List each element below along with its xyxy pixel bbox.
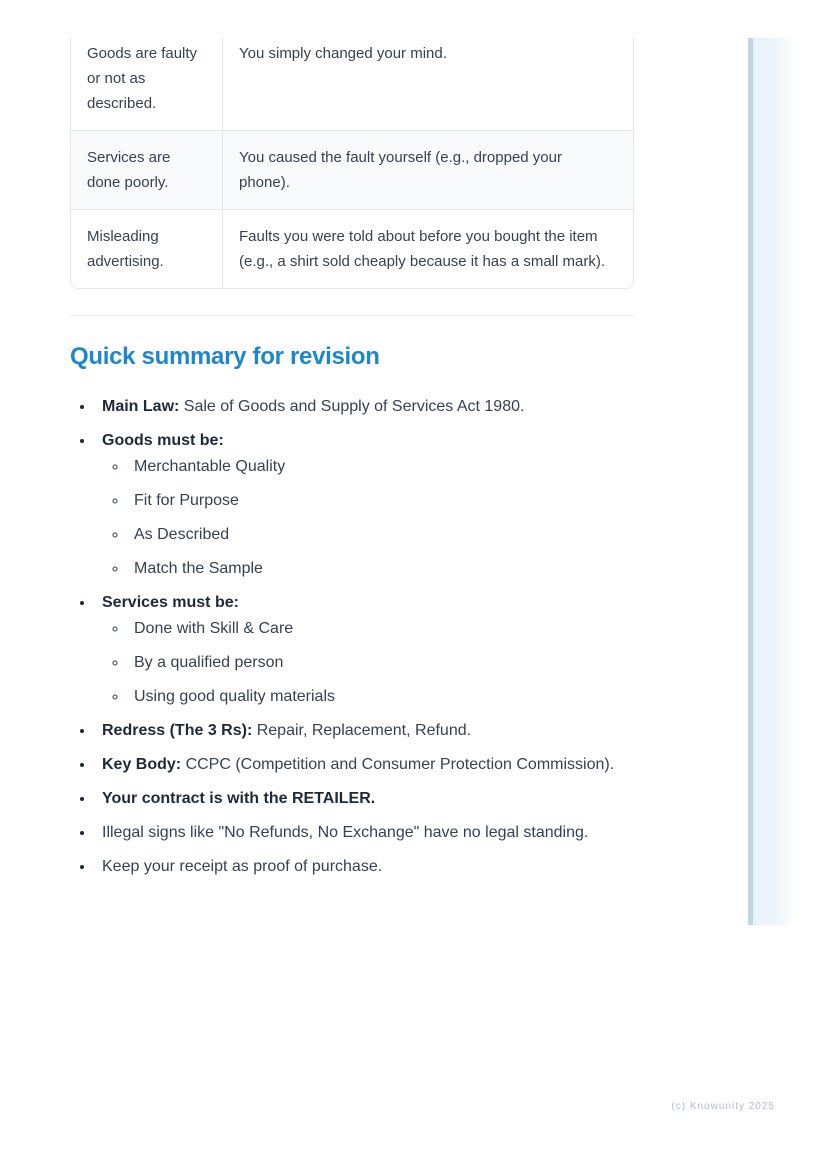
table-cell-situation: Services are done poorly. (71, 130, 222, 209)
document-content (70, 38, 634, 888)
sub-list-item: ◦ Match the Sample (128, 556, 634, 581)
list-item (95, 590, 634, 709)
sub-list-item: ◦ Fit for Purpose (128, 488, 634, 513)
copyright-notice: (c) Knowunity 2025 (671, 1101, 775, 1112)
sub-list-item: ◦ As Described (128, 522, 634, 547)
list-item-label: Goods must be: (102, 432, 224, 449)
list-item-label: Main Law: (102, 398, 180, 415)
table-body (71, 38, 633, 288)
section-divider (70, 315, 634, 316)
sub-list-item: ◦ By a qualified person (128, 650, 634, 675)
list-item-label: Services must be: (102, 594, 239, 611)
sub-list-item: ◦ Using good quality materials (128, 684, 634, 709)
list-item-label: Key Body: (102, 756, 182, 773)
summary-list (70, 394, 634, 879)
list-item: • Key Body: CCPC (Competition and Consumer Protection Commission). (95, 752, 634, 777)
list-item: • Main Law: Sale of Goods and Supply of Services Act 1980. (95, 394, 634, 419)
table-row (71, 209, 633, 288)
list-item: • Redress (The 3 Rs): Repair, Replacement, Refund. (95, 718, 634, 743)
list-item (95, 786, 634, 811)
sub-list-item: ◦ Done with Skill & Care (128, 616, 634, 641)
table-cell-situation: Goods are faulty or not as described. (87, 45, 198, 112)
list-item: • Illegal signs like "No Refunds, No Exchange" have no legal standing. (95, 820, 634, 845)
list-item (95, 428, 634, 581)
sub-list (102, 616, 634, 709)
table-row (71, 38, 633, 130)
table-cell-detail: You caused the fault yourself (e.g., dropped your phone). (222, 130, 633, 209)
page-edge-strip (748, 38, 795, 925)
table-row (71, 130, 633, 209)
sub-list (102, 454, 634, 581)
table-cell-detail: Faults you were told about before you bought the item (e.g., a shirt sold cheaply because it has a small mark). (222, 209, 633, 288)
consumer-rights-table (70, 38, 634, 289)
sub-list-item: ◦ Merchantable Quality (128, 454, 634, 479)
page-title: Quick summary for revision (70, 343, 380, 370)
list-item-label: Redress (The 3 Rs): (102, 722, 253, 739)
table-cell-situation: Misleading advertising. (71, 209, 222, 288)
table-cell-detail: You simply changed your mind. (222, 38, 633, 130)
list-item: • Keep your receipt as proof of purchase. (95, 854, 634, 879)
list-item-label: Your contract is with the RETAILER. (102, 790, 376, 807)
